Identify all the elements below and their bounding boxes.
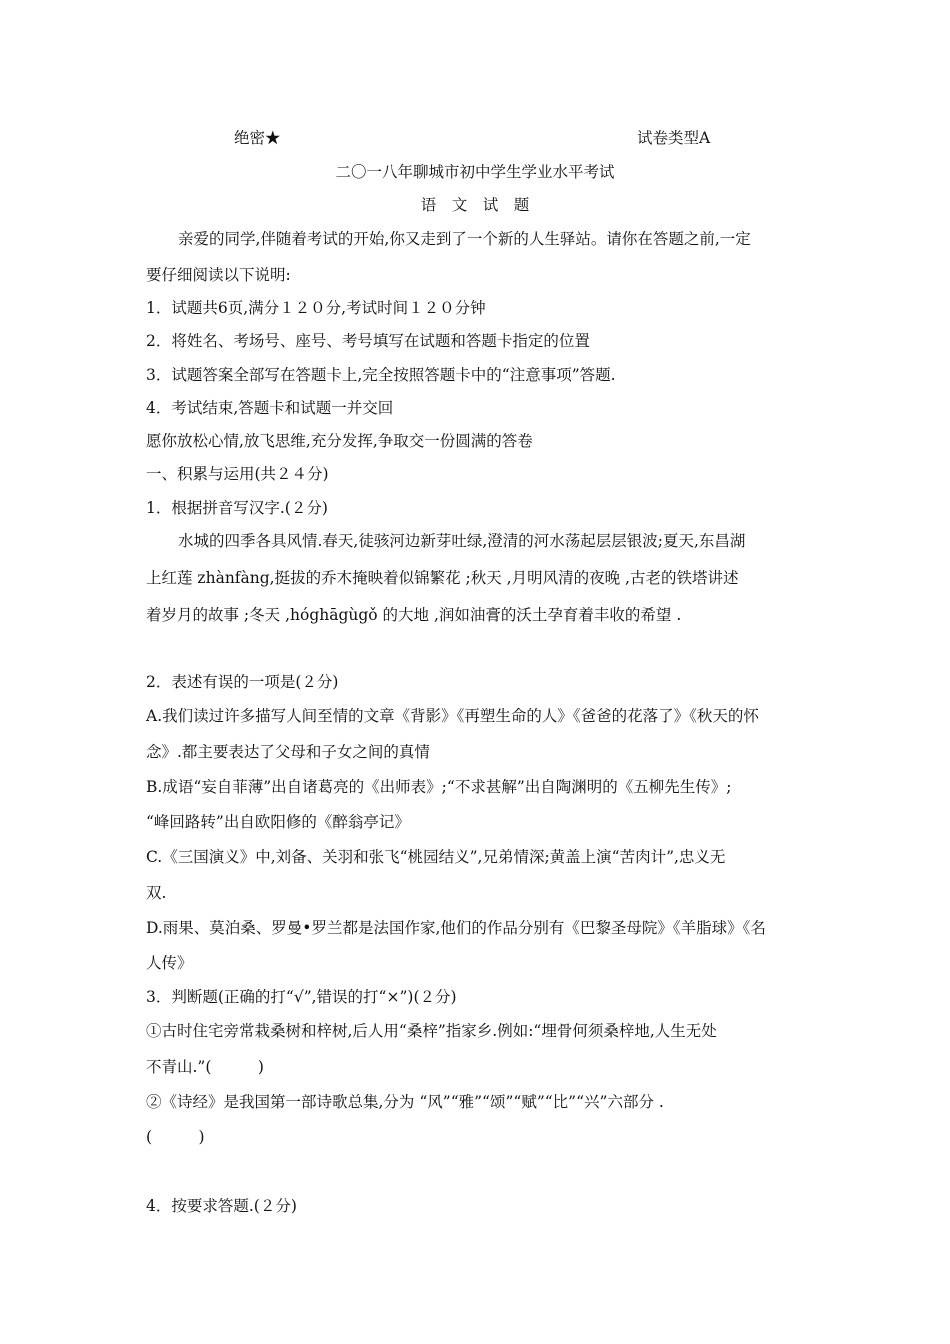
question-3-statement-1-line-1: ①古时住宅旁常栽桑树和梓树,后人用“桑梓”指家乡.例如:“埋骨何须桑梓地,人生无处: [146, 1022, 717, 1040]
question-1-passage-line-1: 水城的四季各具风情.春天,徒骇河边新芽吐绿,澄清的河水荡起层层银波;夏天,东昌湖: [178, 532, 746, 550]
question-3-statement-2-line-1: ②《诗经》是我国第一部诗歌总集,分为 “风”“雅”“颂”“赋”“比”“兴”六部分 .: [146, 1093, 664, 1111]
section-heading: 一、积累与运用(共２４分): [146, 465, 329, 483]
subject-title: 语 文 试 题: [420, 196, 530, 214]
instruction-3: 3．试题答案全部写在答题卡上,完全按照答题卡中的“注意事项”答题.: [146, 366, 616, 384]
question-2-option-a-line-1: A.我们读过许多描写人间至情的文章《背影》《再塑生命的人》《爸爸的花落了》《秋天的怀: [146, 707, 759, 725]
question-2-option-b-line-2: “峰回路转”出自欧阳修的《醉翁亭记》: [146, 813, 410, 831]
instruction-4: 4．考试结束,答题卡和试题一并交回: [146, 399, 394, 417]
intro-paragraph-line-2: 要仔细阅读以下说明:: [146, 266, 291, 284]
question-1-passage-line-2: 上红莲 zhànfàng,挺拔的乔木掩映着似锦繁花 ;秋天 ,月明风清的夜晚 ,古老的铁塔讲述: [146, 569, 739, 587]
confidential-mark: 绝密★: [234, 129, 281, 147]
question-2-option-c-line-1: C.《三国演义》中,刘备、关羽和张飞“桃园结义”,兄弟情深;黄盖上演“苦肉计”,忠义无: [146, 848, 726, 866]
intro-paragraph-line-1: 亲爱的同学,伴随着考试的开始,你又走到了一个新的人生驿站。请你在答题之前,一定: [178, 230, 751, 248]
question-2-option-c-line-2: 双.: [146, 884, 167, 902]
question-2-option-b-line-1: B.成语“妄自菲薄”出自诸葛亮的《出师表》;“不求甚解”出自陶渊明的《五柳先生传》;: [146, 778, 732, 796]
question-2-stem: 2．表述有误的一项是(２分): [146, 673, 339, 691]
question-1-passage-line-3: 着岁月的故事 ;冬天 ,hóghāgùgǒ 的大地 ,润如油膏的沃土孕育着丰收的希望 .: [146, 606, 682, 624]
question-3-stem: 3．判断题(正确的打“√”,错误的打“×”)(２分): [146, 988, 457, 1006]
wish-line: 愿你放松心情,放飞思维,充分发挥,争取交一份圆满的答卷: [146, 432, 533, 450]
instruction-2: 2．将姓名、考场号、座号、考号填写在试题和答题卡指定的位置: [146, 332, 590, 350]
question-2-option-d-line-2: 人传》: [146, 954, 193, 972]
question-1-stem: 1．根据拼音写汉字.(２分): [146, 499, 328, 517]
question-2-option-d-line-1: D.雨果、莫泊桑、罗曼•罗兰都是法国作家,他们的作品分别有《巴黎圣母院》《羊脂球》《名: [146, 919, 766, 937]
exam-title: 二〇一八年聊城市初中学生学业水平考试: [335, 163, 615, 181]
question-3-statement-1-line-2: 不青山.”( ): [146, 1058, 264, 1076]
question-4-stem: 4．按要求答题.(２分): [146, 1197, 297, 1215]
instruction-1: 1．试题共6页,满分１２０分,考试时间１２０分钟: [146, 299, 486, 317]
question-2-option-a-line-2: 念》.都主要表达了父母和子女之间的真情: [146, 743, 430, 761]
question-3-statement-2-line-2: ( ): [146, 1128, 205, 1146]
paper-type: 试卷类型A: [637, 129, 711, 147]
